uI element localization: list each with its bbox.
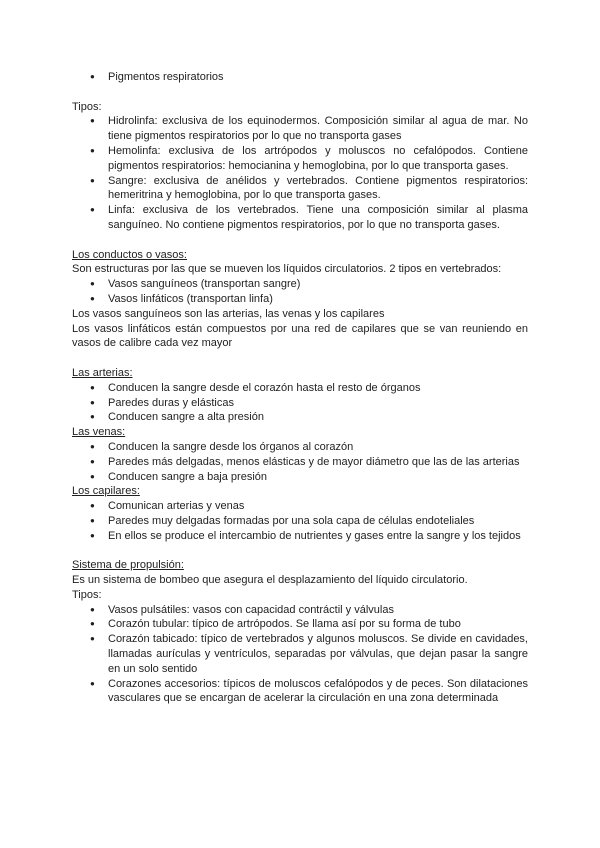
list-item: ● Vasos sanguíneos (transportan sangre): [108, 277, 528, 292]
propulsion-list: [72, 603, 528, 707]
section-heading-propulsion: Sistema de propulsión:: [72, 559, 184, 572]
list-item: ● Hidrolinfa: exclusiva de los equinodermos. Composición similar al agua de mar. No tiene pigmentos respiratorios por lo que no transporta gases: [108, 114, 528, 144]
list-item: ● Pigmentos respiratorios: [108, 70, 528, 85]
list-item: ● Comunican arterias y venas: [108, 499, 528, 514]
list-item: ● Hemolinfa: exclusiva de los artrópodos y moluscos no cefalópodos. Contiene pigmentos respiratorios: hemocianina y hemoglobina, por lo que transporta gases.: [108, 144, 528, 174]
document-page: [72, 70, 528, 706]
list-item: ● Sangre: exclusiva de anélidos y vertebrados. Contiene pigmentos respiratorios: hemeritrina y hemoglobina, por lo que transporta gases.: [108, 174, 528, 204]
list-item: ● Corazón tubular: típico de artrópodos. Se llama así por su forma de tubo: [108, 617, 528, 632]
list-item: ● Vasos linfáticos (transportan linfa): [108, 292, 528, 307]
top-bullet-list: [72, 70, 528, 85]
section-heading-capilares: Los capilares:: [72, 485, 140, 498]
list-item: ● Conducen la sangre desde los órganos al corazón: [108, 440, 528, 455]
capilares-list: [72, 499, 528, 543]
section-heading-arterias: Las arterias:: [72, 366, 133, 379]
list-item: ● En ellos se produce el intercambio de nutrientes y gases entre la sangre y los tejidos: [108, 529, 528, 544]
conductos-paragraph-1: Los vasos sanguíneos son las arterias, las venas y los capilares: [72, 307, 385, 320]
list-item: ● Paredes muy delgadas formadas por una sola capa de células endoteliales: [108, 514, 528, 529]
conductos-intro: Son estructuras por las que se mueven los líquidos circulatorios. 2 tipos en vertebrados:: [72, 263, 502, 276]
list-item: ● Vasos pulsátiles: vasos con capacidad contráctil y válvulas: [108, 603, 528, 618]
list-item: ● Conducen sangre a baja presión: [108, 470, 528, 485]
propulsion-tipos-label: Tipos:: [72, 588, 102, 601]
conductos-list: [72, 277, 528, 307]
list-item: ● Paredes duras y elásticas: [108, 396, 528, 411]
tipos-fluidos-list: [72, 114, 528, 232]
venas-list: [72, 440, 528, 484]
propulsion-intro: Es un sistema de bombeo que asegura el desplazamiento del líquido circulatorio.: [72, 574, 468, 587]
tipos-label: Tipos:: [72, 100, 102, 113]
list-item: ● Conducen sangre a alta presión: [108, 410, 528, 425]
list-item: ● Corazones accesorios: típicos de moluscos cefalópodos y de peces. Son dilataciones vasculares que se encargan de acelerar la circulación en una zona determinada: [108, 677, 528, 707]
list-item: ● Paredes más delgadas, menos elásticas y de mayor diámetro que las de las arterias: [108, 455, 528, 470]
list-item: ● Corazón tabicado: típico de vertebrados y algunos moluscos. Se divide en cavidades, llamadas aurículas y ventrículos, separadas por válvulas, que dejan pasar la sangre en un solo sentido: [108, 632, 528, 676]
list-item: ● Linfa: exclusiva de los vertebrados. Tiene una composición similar al plasma sanguíneo. No contiene pigmentos respiratorios, por lo que no transporta gases.: [108, 203, 528, 233]
section-heading-venas: Las venas:: [72, 426, 126, 439]
arterias-list: [72, 381, 528, 425]
conductos-paragraph-2: Los vasos linfáticos están compuestos por una red de capilares que se van reuniendo en vasos de calibre cada vez mayor: [72, 322, 528, 350]
section-heading-conductos: Los conductos o vasos:: [72, 248, 187, 261]
list-item: ● Conducen la sangre desde el corazón hasta el resto de órganos: [108, 381, 528, 396]
